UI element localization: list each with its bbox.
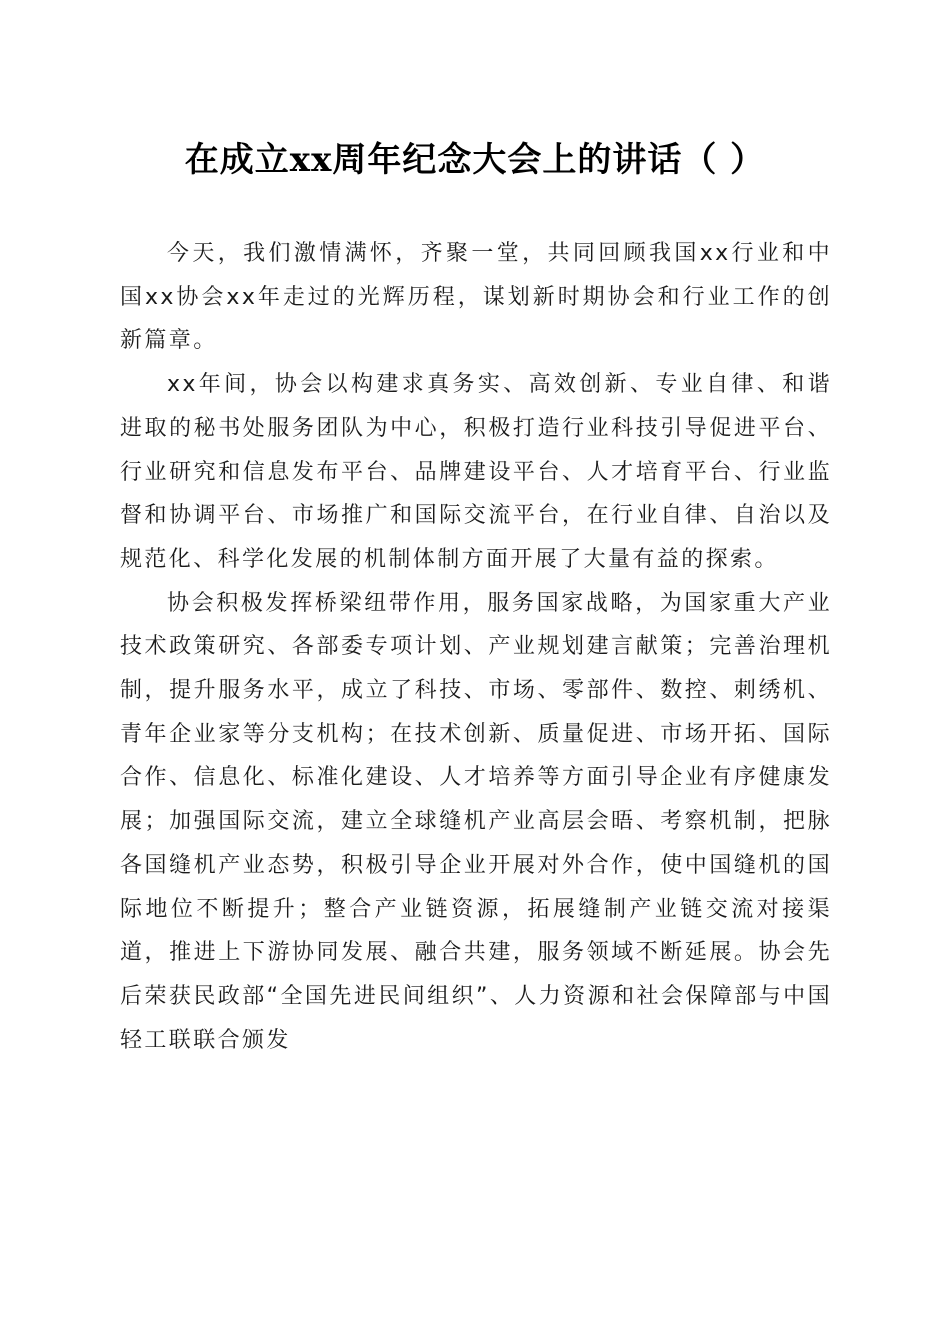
page-title: 在成立xx周年纪念大会上的讲话（ ） xyxy=(184,140,766,180)
paragraph: xx年间，协会以构建求真务实、高效创新、专业自律、和谐进取的秘书处服务团队为中心，积极打造行业科技引导促进平台、行业研究和信息发布平台、品牌建设平台、人才培育平台、行业监督和协调平台、市场推广和国际交流平台，在行业自律、自治以及规范化、科学化发展的机制体制方面开展了大量有益的探索。 xyxy=(120,372,832,572)
document-body xyxy=(120,232,832,1062)
paragraph: 今天，我们激情满怀，齐聚一堂，共同回顾我国xx行业和中国xx协会xx年走过的光辉历程，谋划新时期协会和行业工作的创新篇章。 xyxy=(120,241,832,354)
paragraph: 协会积极发挥桥梁纽带作用，服务国家战略，为国家重大产业技术政策研究、各部委专项计划、产业规划建言献策；完善治理机制，提升服务水平，成立了科技、市场、零部件、数控、刺绣机、青年企业家等分支机构；在技术创新、质量促进、市场开拓、国际合作、信息化、标准化建设、人才培养等方面引导企业有序健康发展；加强国际交流，建立全球缝机产业高层会晤、考察机制，把脉各国缝机产业态势，积极引导企业开展对外合作，使中国缝机的国际地位不断提升；整合产业链资源，拓展缝制产业链交流对接渠道，推进上下游协同发展、融合共建，服务领域不断延展。协会先后荣获民政部“全国先进民间组织”、人力资源和社会保障部与中国轻工联联合颁发 xyxy=(120,590,832,1053)
